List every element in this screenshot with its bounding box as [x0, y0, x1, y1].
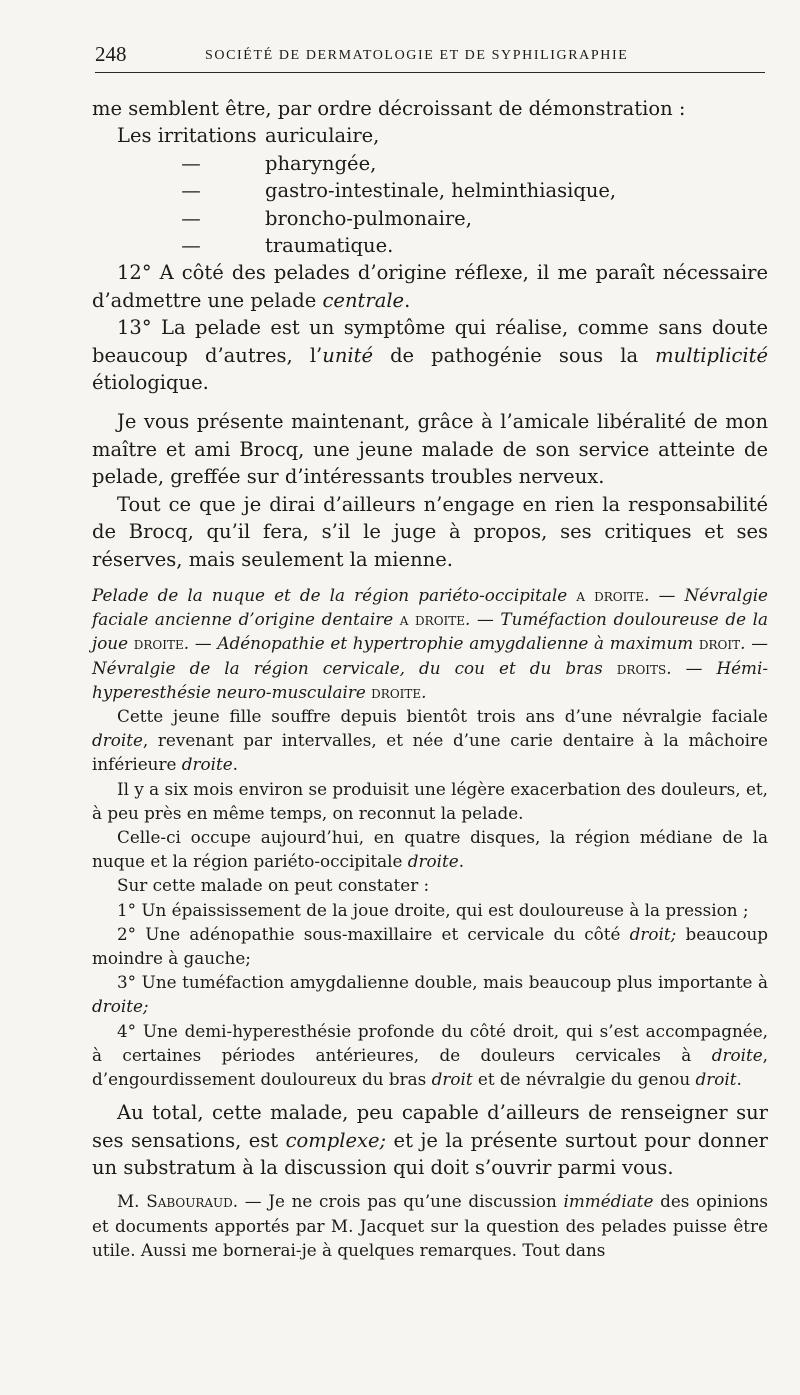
text-span: Pelade de la nuque et de la région pariéto-occipitale	[92, 584, 568, 605]
text-span: droit	[431, 1068, 473, 1089]
case-paragraph	[92, 704, 768, 777]
case-title	[92, 583, 768, 704]
text-span: droite	[407, 851, 459, 872]
text-span: unité	[322, 343, 373, 367]
text-span: droite	[181, 754, 233, 775]
case-finding-1: 1° Un épaississement de la joue droite, qui est douloureuse à la pression ;	[117, 899, 749, 920]
running-header	[95, 42, 765, 73]
text-span: 3° Une tuméfaction amygdalienne double, mais beaucoup plus importante à	[117, 972, 768, 993]
case-paragraph	[92, 825, 768, 873]
case-finding-4	[92, 1019, 768, 1092]
text-span: 13°	[117, 316, 152, 340]
text-span: droite	[128, 633, 184, 654]
paragraph-sabouraud	[92, 1189, 768, 1262]
text-span: et je la présente surtout pour donner un substratum à la discussion qui doit s’ouvrir parmi vous.	[92, 1128, 768, 1179]
intro-line: me semblent être, par ordre décroissant de démonstration :	[92, 97, 686, 120]
section-discussion	[92, 1189, 768, 1262]
page-number: 248	[95, 42, 127, 66]
text-span: gastro-intestinale, helminthiasique,	[265, 179, 617, 203]
case-paragraph: Sur cette malade on peut constater :	[117, 875, 430, 896]
text-span: , revenant par intervalles, et née d’une carie dentaire à la mâchoire inférieure	[92, 730, 768, 775]
text-span: de pathogénie sous la	[373, 343, 656, 367]
text-span: — Je ne crois pas qu’une discussion	[238, 1191, 564, 1212]
running-title: SOCIÉTÉ DE DERMATOLOGIE ET DE SYPHILIGRAPHIE	[205, 48, 629, 63]
text-span: des opinions et documents apportés par M. Jacquet sur la question des pelades puisse être utile. Aussi me bornerai-je à quelques remarques. Tout dans	[92, 1191, 768, 1260]
text-span: centrale	[322, 288, 405, 312]
text-span: pharyngée,	[265, 151, 377, 175]
text-span: droite	[92, 730, 143, 751]
text-span: étiologique.	[92, 371, 209, 395]
case-paragraph: Il y a six mois environ se produisit une légère exacerbation des douleurs, et, à peu près en même temps, on reconnut la pelade.	[92, 778, 768, 823]
text-span: . — Adénopathie et hypertrophie amygdalienne à maximum	[183, 633, 694, 654]
text-span: droite;	[92, 996, 149, 1017]
text-span: .	[232, 754, 238, 775]
text-span: . — Tuméfaction douloureuse de la joue	[92, 609, 768, 654]
text-span: A côté des pelades d’origine réflexe, il me paraît nécessaire d’admettre une pelade	[92, 261, 768, 312]
text-span: La pelade est un symptôme qui réalise, comme sans doute beaucoup d’autres, l’	[92, 316, 768, 367]
speaker-name: M. Sabouraud.	[117, 1191, 239, 1212]
text-span: . — Névralgie de la région cervicale, du cou et du bras	[92, 633, 768, 678]
case-finding-2	[92, 922, 768, 970]
text-span: .	[404, 288, 411, 312]
section-case-report	[92, 583, 768, 1091]
irritations-list	[117, 122, 768, 259]
text-span: 2° Une adénopathie sous-maxillaire et cervicale du côté	[117, 923, 630, 944]
text-span: complexe;	[285, 1128, 387, 1152]
text-span: droit	[693, 633, 741, 654]
text-span: droite	[711, 1044, 763, 1065]
text-span: .	[458, 851, 465, 872]
text-span: —	[181, 151, 201, 175]
text-span: auriculaire,	[265, 124, 380, 148]
list-item	[117, 122, 768, 149]
text-span: , d’engourdissement douloureux du bras	[92, 1044, 768, 1089]
text-span: traumatique.	[265, 234, 394, 258]
text-span: droit;	[629, 923, 677, 944]
paragraph-13	[92, 314, 768, 396]
section-conclusion	[92, 1099, 768, 1181]
text-span: —	[181, 206, 201, 230]
paragraph-total	[92, 1099, 768, 1181]
case-finding-3	[92, 970, 768, 1018]
text-span: multiplicité	[655, 343, 769, 367]
text-span: et de névralgie du genou	[472, 1068, 696, 1089]
text-span: Les irritations	[117, 124, 257, 148]
text-span: a droite	[567, 584, 645, 605]
text-span: 4° Une demi-hyperesthésie profonde du côté droit, qui s’est accompagnée, à certaines périodes antérieures, de douleurs cervicales à	[92, 1020, 768, 1065]
text-span: —	[181, 179, 201, 203]
page-body	[92, 95, 768, 1262]
text-span: beaucoup moindre à gauche;	[92, 923, 768, 968]
text-span: a droite	[393, 609, 466, 630]
list-item	[117, 150, 768, 177]
text-span: Celle-ci occupe aujourd’hui, en quatre disques, la région médiane de la nuque et la région pariéto-occipitale	[92, 826, 768, 872]
paragraph-responsabilite: Tout ce que je dirai d’ailleurs n’engage en rien la responsabilité de Brocq, qu’il fera, s’il le juge à propos, ses critiques et ses réserves, mais seulement la mienne.	[92, 492, 768, 571]
text-span: —	[181, 234, 201, 258]
text-span: broncho-pulmonaire,	[265, 206, 472, 230]
section-main-text	[92, 95, 768, 573]
paragraph-12	[92, 259, 768, 314]
text-span: 12°	[117, 261, 152, 285]
list-item	[117, 205, 768, 232]
text-span: Cette jeune fille souffre depuis bientôt trois ans d’une névralgie faciale	[117, 705, 768, 726]
list-item	[117, 232, 768, 259]
text-span: droite	[365, 681, 422, 702]
text-span: droits	[602, 657, 667, 678]
text-span: droit	[695, 1068, 737, 1089]
text-span: .	[421, 681, 427, 702]
text-span: immédiate	[563, 1191, 654, 1212]
paragraph-presentation: Je vous présente maintenant, grâce à l’amicale libéralité de mon maître et ami Brocq, une jeune malade de son service atteinte de pelade, greffée sur d’intéressants troubles nerveux.	[92, 410, 768, 489]
text-span: . — Hémi-hyperesthésie neuro-musculaire	[92, 657, 768, 702]
text-span: Au total, cette malade, peu capable d’ailleurs de renseigner sur ses sensations, est	[92, 1101, 768, 1152]
list-item	[117, 177, 768, 204]
text-span: . — Névralgie faciale ancienne d’origine dentaire	[92, 584, 768, 630]
text-span: .	[736, 1068, 742, 1089]
